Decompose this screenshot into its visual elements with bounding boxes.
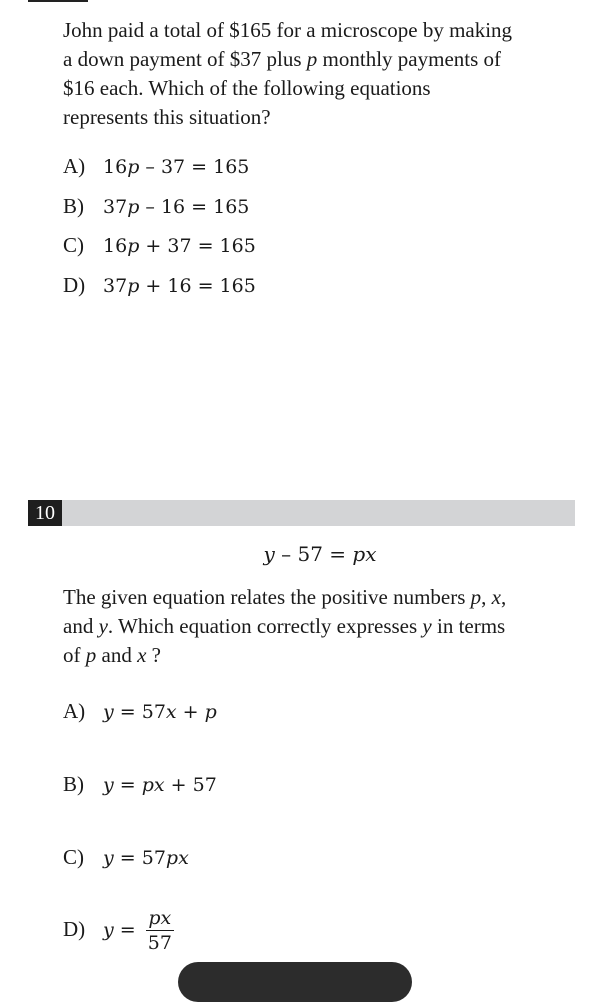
- var-x: x: [491, 585, 501, 609]
- question-10-stem: [63, 583, 578, 670]
- var-p: p: [470, 585, 482, 609]
- question-header-bar: [28, 500, 575, 526]
- q9-line-4: represents this situation?: [63, 105, 271, 129]
- eq-rest: – 16 = 165: [139, 196, 250, 218]
- bottom-toolbar-pill[interactable]: [178, 962, 412, 1002]
- fraction: [146, 906, 174, 955]
- q10-choice-a[interactable]: [63, 697, 217, 726]
- q9-line-3: $16 each. Which of the following equations: [63, 76, 431, 100]
- text: of: [63, 643, 86, 667]
- eq-var-y: y: [103, 774, 114, 796]
- choice-letter: C): [63, 845, 84, 869]
- eq-coef: 16: [103, 156, 128, 178]
- choice-equation: [103, 774, 217, 796]
- q9-line-2-text: a down payment of $37 plus: [63, 47, 307, 71]
- eq-rest: + 16 = 165: [139, 275, 256, 297]
- eq-rhs: px: [352, 542, 377, 566]
- eq-equals: =: [113, 774, 142, 796]
- q9-line-1: John paid a total of $165 for a microscope by making: [63, 18, 513, 42]
- q9-choice-c[interactable]: [63, 231, 256, 260]
- q10-choice-c[interactable]: [63, 843, 189, 872]
- eq-middle: – 57 =: [274, 542, 353, 566]
- var-p: p: [85, 643, 97, 667]
- q10-given-equation: [0, 542, 590, 566]
- eq-coef: 16: [103, 235, 128, 257]
- q9-line-2: [63, 45, 578, 74]
- eq-var-px: px: [141, 774, 165, 796]
- eq-coef: 37: [103, 196, 128, 218]
- eq-equals: = 57: [113, 701, 166, 723]
- eq-var-y: y: [103, 701, 114, 723]
- eq-var-px: px: [165, 847, 189, 869]
- eq-var: p: [127, 196, 140, 218]
- choice-letter: D): [63, 273, 86, 297]
- q10-line-1: [63, 583, 578, 612]
- fraction-denominator: 57: [147, 932, 172, 954]
- choice-equation: [103, 907, 174, 954]
- question-9-stem: [63, 16, 578, 132]
- q9-var-p: p: [306, 47, 318, 71]
- var-y: y: [98, 614, 108, 638]
- choice-letter: A): [63, 699, 86, 723]
- eq-coef: 37: [103, 275, 128, 297]
- choice-equation: [103, 235, 256, 257]
- text: and: [63, 614, 99, 638]
- q10-line-2: [63, 612, 578, 641]
- eq-var: p: [127, 156, 140, 178]
- choice-equation: [103, 156, 249, 178]
- q9-line-2-end: monthly payments of: [317, 47, 502, 71]
- text: . Which equation correctly expresses: [107, 614, 423, 638]
- eq-var-y: y: [103, 847, 114, 869]
- text: The given equation relates the positive numbers: [63, 585, 471, 609]
- q10-choice-b[interactable]: [63, 770, 217, 799]
- eq-equals: =: [113, 918, 142, 941]
- eq-plus: +: [176, 701, 205, 723]
- eq-var-y: y: [263, 542, 275, 566]
- choice-letter: B): [63, 772, 84, 796]
- text: ?: [146, 643, 161, 667]
- var-y: y: [422, 614, 432, 638]
- question-number-badge: 10: [28, 500, 62, 526]
- q10-choice-d[interactable]: [63, 906, 174, 955]
- q9-choice-a[interactable]: [63, 152, 249, 181]
- top-rule: [28, 0, 88, 2]
- text: ,: [481, 585, 492, 609]
- eq-var-x: x: [165, 701, 177, 723]
- choice-letter: D): [63, 916, 86, 941]
- eq-rest: + 37 = 165: [139, 235, 256, 257]
- eq-rest: + 57: [164, 774, 217, 796]
- q9-choice-d[interactable]: [63, 271, 256, 300]
- eq-var: p: [127, 235, 140, 257]
- text: and: [96, 643, 138, 667]
- eq-equals: = 57: [113, 847, 166, 869]
- choice-letter: A): [63, 154, 86, 178]
- choice-equation: [103, 275, 256, 297]
- var-x: x: [137, 643, 147, 667]
- fraction-numerator: px: [146, 906, 174, 931]
- q9-choice-b[interactable]: [63, 192, 249, 221]
- text: in terms: [431, 614, 506, 638]
- choice-equation: [103, 196, 249, 218]
- q10-line-3: [63, 641, 578, 670]
- text: ,: [500, 585, 507, 609]
- eq-rest: – 37 = 165: [139, 156, 250, 178]
- choice-letter: C): [63, 233, 84, 257]
- eq-var-p: p: [204, 701, 217, 723]
- choice-equation: [103, 847, 189, 869]
- eq-var: p: [127, 275, 140, 297]
- choice-equation: [103, 701, 217, 723]
- choice-letter: B): [63, 194, 84, 218]
- eq-var-y: y: [103, 918, 114, 941]
